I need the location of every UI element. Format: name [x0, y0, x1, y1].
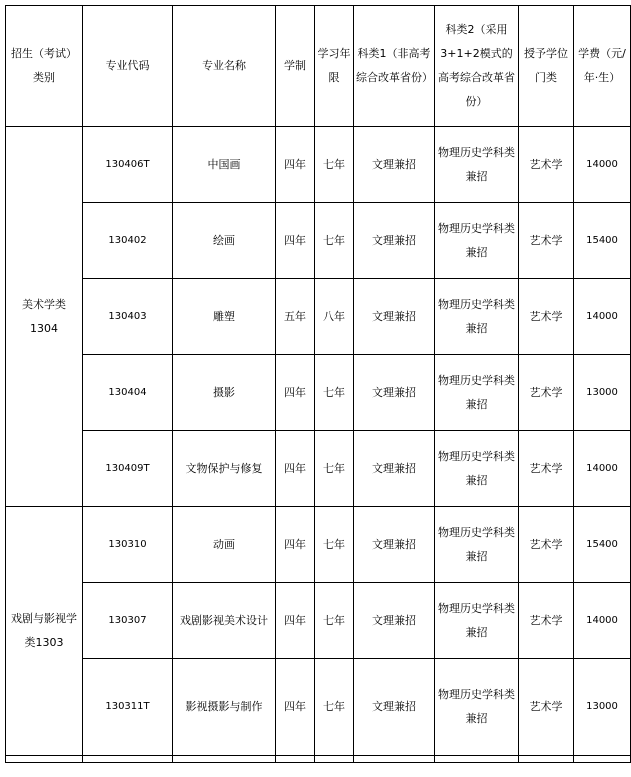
category-name: 美术学类	[22, 297, 66, 311]
header-row	[6, 6, 631, 127]
major-fee: 13000	[574, 659, 631, 756]
table-row	[6, 583, 631, 659]
major-code: 130404	[83, 355, 173, 431]
major-name: 绘画	[173, 203, 276, 279]
major-name: 中国画	[173, 127, 276, 203]
header-subject1: 科类1（非高考综合改革省份）	[354, 6, 435, 127]
major-system: 五年	[276, 279, 315, 355]
header-category: 招生（考试）类别	[6, 6, 83, 127]
major-subject1: 文理兼招	[354, 507, 435, 583]
major-code: 130307	[83, 583, 173, 659]
major-name: 文物保护与修复	[173, 431, 276, 507]
major-system: 四年	[276, 203, 315, 279]
category-cell-drama: 戏剧与影视学类1303	[6, 507, 83, 756]
cutoff-cell	[354, 756, 435, 763]
major-fee: 14000	[574, 431, 631, 507]
major-study-years: 七年	[315, 431, 354, 507]
major-degree: 艺术学	[519, 355, 574, 431]
major-name: 动画	[173, 507, 276, 583]
major-fee: 15400	[574, 203, 631, 279]
major-degree: 艺术学	[519, 279, 574, 355]
major-system: 四年	[276, 583, 315, 659]
major-fee: 14000	[574, 583, 631, 659]
cutoff-cell	[83, 756, 173, 763]
cutoff-cell	[435, 756, 519, 763]
major-degree: 艺术学	[519, 203, 574, 279]
category-cell-art	[6, 127, 83, 507]
table-row	[6, 127, 631, 203]
major-subject1: 文理兼招	[354, 659, 435, 756]
major-degree: 艺术学	[519, 659, 574, 756]
header-degree: 授予学位门类	[519, 6, 574, 127]
major-subject1: 文理兼招	[354, 583, 435, 659]
major-subject2: 物理历史学科类兼招	[435, 127, 519, 203]
major-fee: 14000	[574, 127, 631, 203]
cutoff-cell	[519, 756, 574, 763]
major-code: 130310	[83, 507, 173, 583]
major-subject2: 物理历史学科类兼招	[435, 203, 519, 279]
header-fee: 学费（元/年·生）	[574, 6, 631, 127]
major-degree: 艺术学	[519, 507, 574, 583]
major-subject1: 文理兼招	[354, 127, 435, 203]
major-fee: 14000	[574, 279, 631, 355]
major-subject2: 物理历史学科类兼招	[435, 507, 519, 583]
table-row	[6, 431, 631, 507]
major-system: 四年	[276, 127, 315, 203]
table-row	[6, 355, 631, 431]
table-row	[6, 507, 631, 583]
category-code: 1304	[30, 321, 58, 335]
major-name: 影视摄影与制作	[173, 659, 276, 756]
major-code: 130311T	[83, 659, 173, 756]
major-study-years: 七年	[315, 203, 354, 279]
major-subject1: 文理兼招	[354, 431, 435, 507]
major-fee: 13000	[574, 355, 631, 431]
major-subject2: 物理历史学科类兼招	[435, 355, 519, 431]
enrollment-table	[5, 5, 631, 763]
major-study-years: 七年	[315, 659, 354, 756]
major-subject2: 物理历史学科类兼招	[435, 279, 519, 355]
major-degree: 艺术学	[519, 583, 574, 659]
cutoff-cell	[574, 756, 631, 763]
major-subject1: 文理兼招	[354, 279, 435, 355]
header-subject2: 科类2（采用3+1+2模式的高考综合改革省份）	[435, 6, 519, 127]
major-study-years: 七年	[315, 127, 354, 203]
major-study-years: 七年	[315, 355, 354, 431]
major-system: 四年	[276, 507, 315, 583]
major-subject1: 文理兼招	[354, 355, 435, 431]
header-code: 专业代码	[83, 6, 173, 127]
major-degree: 艺术学	[519, 431, 574, 507]
table-row-cutoff	[6, 756, 631, 763]
table-row	[6, 279, 631, 355]
header-name: 专业名称	[173, 6, 276, 127]
major-subject1: 文理兼招	[354, 203, 435, 279]
major-system: 四年	[276, 659, 315, 756]
major-study-years: 七年	[315, 507, 354, 583]
table-row	[6, 203, 631, 279]
major-system: 四年	[276, 431, 315, 507]
cutoff-cell	[315, 756, 354, 763]
major-subject2: 物理历史学科类兼招	[435, 659, 519, 756]
cutoff-cell	[6, 756, 83, 763]
major-code: 130402	[83, 203, 173, 279]
major-study-years: 八年	[315, 279, 354, 355]
major-fee: 15400	[574, 507, 631, 583]
header-study-years: 学习年限	[315, 6, 354, 127]
major-name: 戏剧影视美术设计	[173, 583, 276, 659]
cutoff-cell	[173, 756, 276, 763]
major-degree: 艺术学	[519, 127, 574, 203]
major-name: 雕塑	[173, 279, 276, 355]
major-code: 130403	[83, 279, 173, 355]
header-system: 学制	[276, 6, 315, 127]
major-code: 130409T	[83, 431, 173, 507]
major-subject2: 物理历史学科类兼招	[435, 431, 519, 507]
major-study-years: 七年	[315, 583, 354, 659]
table-row	[6, 659, 631, 756]
major-code: 130406T	[83, 127, 173, 203]
cutoff-cell	[276, 756, 315, 763]
major-system: 四年	[276, 355, 315, 431]
major-name: 摄影	[173, 355, 276, 431]
major-subject2: 物理历史学科类兼招	[435, 583, 519, 659]
